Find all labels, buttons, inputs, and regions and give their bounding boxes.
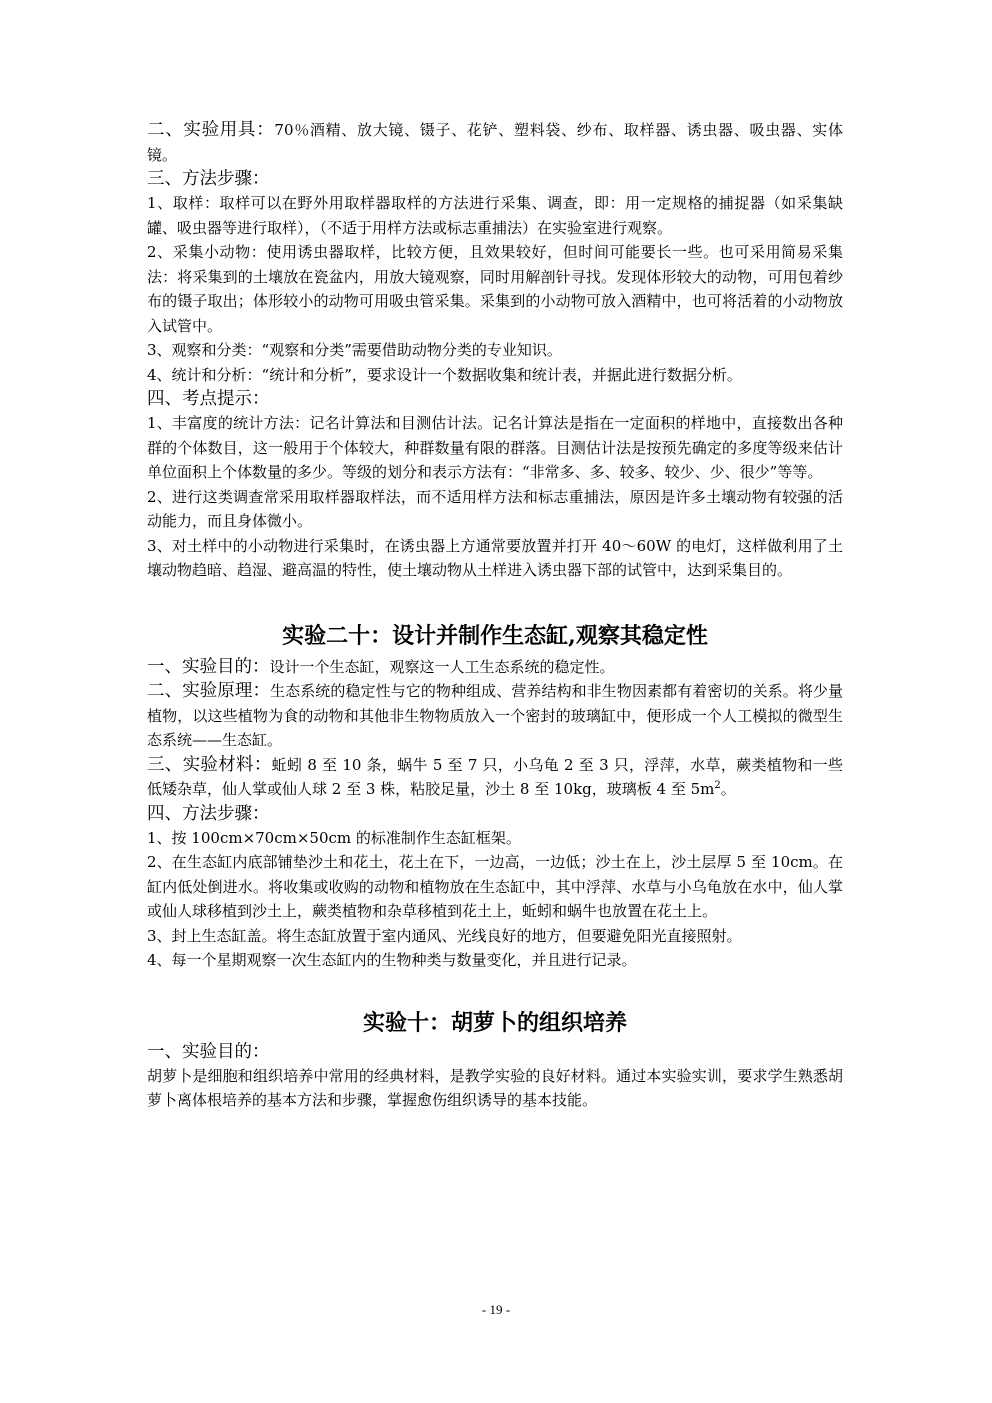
exp20-step-3: 3、封上生态缸盖。将生态缸放置于室内通风、光线良好的地方，但要避免阳光直接照射。 xyxy=(147,926,742,945)
exp20-step-4: 4、每一个星期观察一次生态缸内的生物种类与数量变化，并且进行记录。 xyxy=(147,951,637,969)
exp20-purpose-text: 设计一个生态缸，观察这一人工生态系统的稳定性。 xyxy=(269,657,615,676)
exp10-purpose-text: 胡萝卜是细胞和组织培养中常用的经典材料，是教学实验的良好材料。通过本实验实训，要求学生熟悉胡萝卜离体根培养的基本方法和步骤，掌握愈伤组织诱导的基本技能。 xyxy=(147,1066,843,1109)
exp20-step-1: 1、按 100cm×70cm×50cm 的标准制作生态缸框架。 xyxy=(147,828,521,847)
tools-text: 70％酒精、放大镜、镊子、花铲、塑料袋、纱布、取样器、诱虫器、吸虫器、实体镜。 xyxy=(147,121,844,164)
page-number: - 19 - xyxy=(481,1302,511,1317)
point-1: 1、丰富度的统计方法：记名计算法和目测估计法。记名计算法是指在一定面积的样地中，直接数出各种群的个体数目，这一般用于个体较大，种群数量有限的群落。目测估计法是按预先确定的多度等级来估计单位面积上个体数量的多少。等级的划分和表示方法有：“非常多、多、较多、较少、少、很少”等等。 xyxy=(147,414,843,481)
exp20-principle xyxy=(147,679,843,753)
exp20-principle-heading: 二、实验原理： xyxy=(147,681,271,701)
experiment-20-title: 实验二十：设计并制作生态缸,观察其稳定性 xyxy=(282,622,708,649)
exp20-materials-text: 蚯蚓 8 至 10 条，蜗牛 5 至 7 只，小乌龟 2 至 3 只，浮萍，水草，蕨类植物和一些低矮杂草，仙人掌或仙人球 2 至 3 株，粘胶足量，沙土 8 至 10kg，玻璃板 4 至 5m xyxy=(147,755,843,798)
step-3: 3、观察和分类：“观察和分类”需要借助动物分类的专业知识。 xyxy=(147,341,562,359)
exp20-step-2: 2、在生态缸内底部铺垫沙土和花土，花土在下，一边高，一边低；沙土在上，沙土层厚 5 至 10cm。在缸内低处倒进水。将收集或收购的动物和植物放在生态缸中，其中浮萍、水草与小乌龟放在水中，仙人掌或仙人球移植到沙土上，蕨类植物和杂草移植到花土上，蚯蚓和蜗牛也放置在花土上。 xyxy=(147,853,843,920)
exp20-materials-heading: 三、实验材料： xyxy=(147,754,272,775)
section-experiment-10 xyxy=(147,1040,843,1113)
section-experiment-20 xyxy=(147,655,843,973)
page-content xyxy=(147,118,843,1113)
point-3: 3、对土样中的小动物进行采集时，在诱虫器上方通常要放置并打开 40～60W 的电灯，这样做利用了土壤动物趋暗、趋湿、避高温的特性，使土壤动物从土样进入诱虫器下部的试管中，达到采集目的。 xyxy=(147,536,843,579)
tools-paragraph xyxy=(147,118,843,167)
tools-heading: 二、实验用具： xyxy=(147,120,275,140)
point-2: 2、进行这类调查常采用取样器取样法，而不适用样方法和标志重捕法，原因是许多土壤动物有较强的活动能力，而且身体微小。 xyxy=(147,487,843,530)
step-1: 1、取样：取样可以在野外用取样器取样的方法进行采集、调查，即：用一定规格的捕捉器（如采集缺罐、吸虫器等进行取样），（不适于用样方法或标志重捕法）在实验室进行观察。 xyxy=(147,194,843,237)
exp20-purpose-heading: 一、实验目的： xyxy=(147,656,270,677)
points-heading: 四、考点提示： xyxy=(147,389,270,409)
steps-heading: 三、方法步骤： xyxy=(147,169,270,189)
exp10-purpose-heading: 一、实验目的： xyxy=(147,1041,270,1062)
step-2: 2、采集小动物：使用诱虫器取样，比较方便，且效果较好，但时间可能要长一些。也可采用简易采集法：将采集到的土壤放在瓷盆内，用放大镜观察，同时用解剖针寻找。发现体形较大的动物，可用包着纱布的镊子取出；体形较小的动物可用吸虫管采集。采集到的小动物可放入酒精中，也可将活着的小动物放入试管中。 xyxy=(147,243,843,335)
exp20-materials-end: 。 xyxy=(720,780,736,798)
step-4: 4、统计和分析：“统计和分析”，要求设计一个数据收集和统计表，并据此进行数据分析。 xyxy=(147,365,742,384)
exp20-principle-text: 生态系统的稳定性与它的物种组成、营养结构和非生物因素都有着密切的关系。将少量植物，以这些植物为食的动物和其他非生物物质放入一个密封的玻璃缸中，便形成一个人工模拟的微型生态系统——生态缸。 xyxy=(147,682,843,749)
section-soil-animals xyxy=(147,118,843,583)
exp20-purpose xyxy=(147,655,843,680)
exp20-materials xyxy=(147,753,843,802)
experiment-10-title: 实验十：胡萝卜的组织培养 xyxy=(362,1009,627,1036)
exp20-steps-heading: 四、方法步骤： xyxy=(147,803,270,824)
exp20-materials-sup: 2 xyxy=(714,780,721,791)
